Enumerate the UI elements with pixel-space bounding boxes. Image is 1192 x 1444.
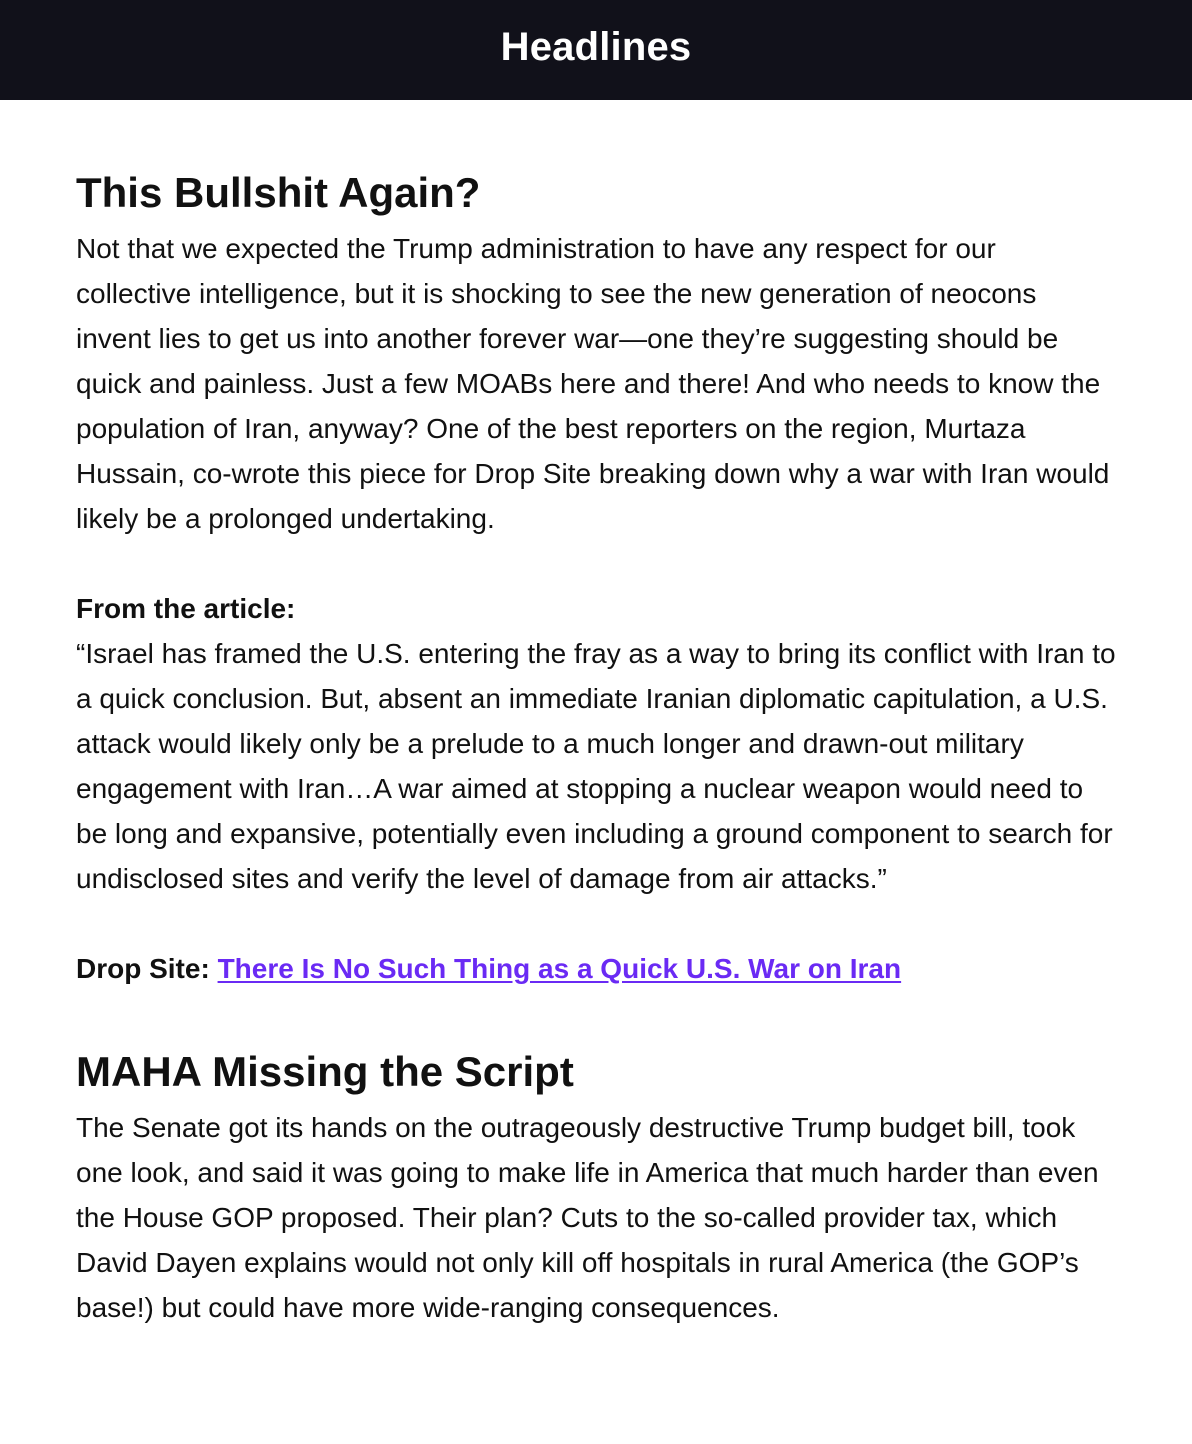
quote-label: From the article: bbox=[76, 593, 296, 625]
headlines-header bbox=[0, 0, 1192, 100]
source-article-link[interactable]: There Is No Such Thing as a Quick U.S. War on Iran bbox=[217, 953, 902, 985]
newsletter-content bbox=[0, 100, 1192, 1330]
story-title: This Bullshit Again? bbox=[76, 169, 481, 216]
story-title: MAHA Missing the Script bbox=[76, 1048, 574, 1096]
story-body: The Senate got its hands on the outrageously destructive Trump budget bill, took one look, and said it was going to make life in America that much harder than even the House GOP proposed. Their plan? Cuts to the so-called provider tax, which David Dayen explains would not only kill off hospitals in rural America (the GOP’s base!) but could have more wide-ranging consequences. bbox=[76, 1112, 1099, 1324]
story-body: Not that we expected the Trump administration to have any respect for our collective intelligence, but it is shocking to see the new generation of neocons invent lies to get us into another forever war—one they’re suggesting should be quick and painless. Just a few MOABs here and there! And who needs to know the population of Iran, anyway? One of the best reporters on the region, Murtaza Hussain, co-wrote this piece for Drop Site breaking down why a war with Iran would likely be a prolonged undertaking. bbox=[76, 233, 1110, 535]
page-title: Headlines bbox=[500, 25, 692, 69]
story-this-bullshit-again bbox=[76, 100, 1116, 991]
story-maha-missing-the-script bbox=[76, 991, 1116, 1330]
source-line bbox=[76, 946, 1116, 991]
article-quote: “Israel has framed the U.S. entering the fray as a way to bring its conflict with Iran to a quick conclusion. But, absent an immediate Iranian diplomatic capitulation, a U.S. attack would likely only be a prelude to a much longer and drawn-out military engagement with Iran…A war aimed at stopping a nuclear weapon would need to be long and expansive, potentially even including a ground component to search for undisclosed sites and verify the level of damage from air attacks.” bbox=[76, 638, 1116, 895]
source-label: Drop Site: bbox=[76, 953, 210, 985]
